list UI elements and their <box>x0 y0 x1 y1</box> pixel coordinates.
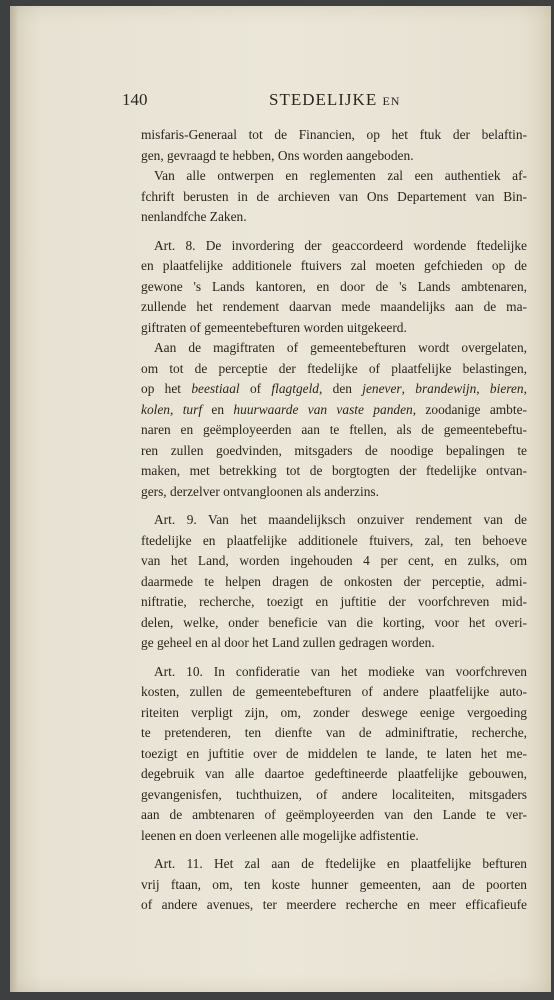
text-line: daarmede te helpen dragen de onkosten der perceptie, admi- <box>141 573 527 589</box>
text-line: aan de ambtenaren of geëmployeerden van den Lande te ver- <box>141 807 527 822</box>
text-line: riteiten verpligt zijn, om, zonder deswege eenige vergoeding <box>141 704 527 720</box>
page-gutter-shadow <box>10 6 18 992</box>
book-page <box>10 6 551 992</box>
text-line: en plaatfelijke additionele ftuivers zal moeten gefchieden op de <box>141 258 527 273</box>
paragraph-gap <box>141 502 527 510</box>
text-line: giftraten of gemeentebefturen worden uitgekeerd. <box>141 319 407 335</box>
body-text <box>141 125 527 916</box>
text-line: gevangenisfen, tuchthuizen, of andere localiteiten, mitsgaders <box>141 786 527 802</box>
text-line: gers, derzelver ontvangloonen als anderzins. <box>141 483 379 499</box>
text-line: gen, gevraagd te hebben, Ons worden aangeboden. <box>141 147 414 163</box>
text-line: zullende het rendement daarvan mede maandelijks aan de ma- <box>141 299 527 314</box>
text-line: gewone 's Lands kantoren, en door de 's Lands ambtenaren, <box>141 278 527 294</box>
text-line: misfaris-Generaal tot de Financien, op het ftuk der belaftin- <box>141 127 527 142</box>
paragraph-gap <box>141 654 527 662</box>
text-line: delen, welke, onder beneficie van die korting, voor het overi- <box>141 614 527 630</box>
text-line: niftratie, recherche, toezigt en juftitie der voorfchreven mid- <box>141 594 527 609</box>
text-line: maken, met betrekking tot de borgtogten der ftedelijke ontvan- <box>141 463 527 478</box>
text-line: degebruik van alle daartoe gedeftineerde plaatfelijke gebouwen, <box>141 766 527 781</box>
text-line: fchrift berusten in de archieven van Ons Departement van Bin- <box>141 188 527 204</box>
text-line: leenen en doen verleenen alle mogelijke adfistentie. <box>141 827 419 843</box>
running-head-main: STEDELIJKE <box>269 90 378 109</box>
article-10-heading-line: Art. 10. In confideratie van het modieke van voorfchreven <box>154 663 527 679</box>
page-header <box>122 90 542 116</box>
paragraph-gap <box>141 228 527 236</box>
page-number: 140 <box>122 90 148 109</box>
text-line: toezigt en juftitie over de middelen te lande, te laten het me- <box>141 745 527 761</box>
article-11-heading-line: Art. 11. Het zal aan de ftedelijke en plaatfelijke befturen <box>154 856 527 871</box>
text-line: vrij ftaan, om, ten koste hunner gemeenten, aan de poorten <box>141 876 527 892</box>
text-line: te pretenderen, ten dienfte van de adminiftratie, recherche, <box>141 725 527 740</box>
text-line: of andere avenues, ter meerdere recherche en meer efficafieufe <box>141 897 527 912</box>
text-line: ge geheel en al door het Land zullen gedragen worden. <box>141 635 435 650</box>
text-line: naren en geëmployeerden aan te ftellen, als de gemeentebeftu- <box>141 422 527 437</box>
text-line: kosten, zullen de gemeentebefturen of andere plaatfelijke auto- <box>141 684 527 699</box>
text-line: van het Land, worden ingehouden 4 per cent, en zulks, om <box>141 553 527 568</box>
article-9-heading-line: Art. 9. Van het maandelijksch onzuiver rendement van de <box>154 512 527 527</box>
text-line: op het beestiaal of flagtgeld, den jenever, brandewijn, bieren, <box>141 381 527 396</box>
paragraph-gap <box>141 846 527 854</box>
text-line: nenlandfche Zaken. <box>141 209 247 224</box>
running-head <box>269 90 400 110</box>
text-line: ren zullen goedvinden, mitsgaders de noodige bepalingen te <box>141 442 527 458</box>
text-line: kolen, turf en huurwaarde van vaste panden, zoodanige ambte- <box>141 401 527 417</box>
text-line: Aan de magiftraten of gemeentebefturen wordt overgelaten, <box>154 340 527 355</box>
text-line: Van alle ontwerpen en reglementen zal een authentiek af- <box>154 168 527 183</box>
text-line: ftedelijke en plaatfelijke additionele ftuivers, zal, ten behoeve <box>141 532 527 548</box>
article-8-heading-line: Art. 8. De invordering der geaccordeerd wordende ftedelijke <box>154 237 527 253</box>
text-line: om tot de perceptie der ftedelijke of plaatfelijke belastingen, <box>141 360 527 376</box>
running-head-small: EN <box>382 94 401 108</box>
